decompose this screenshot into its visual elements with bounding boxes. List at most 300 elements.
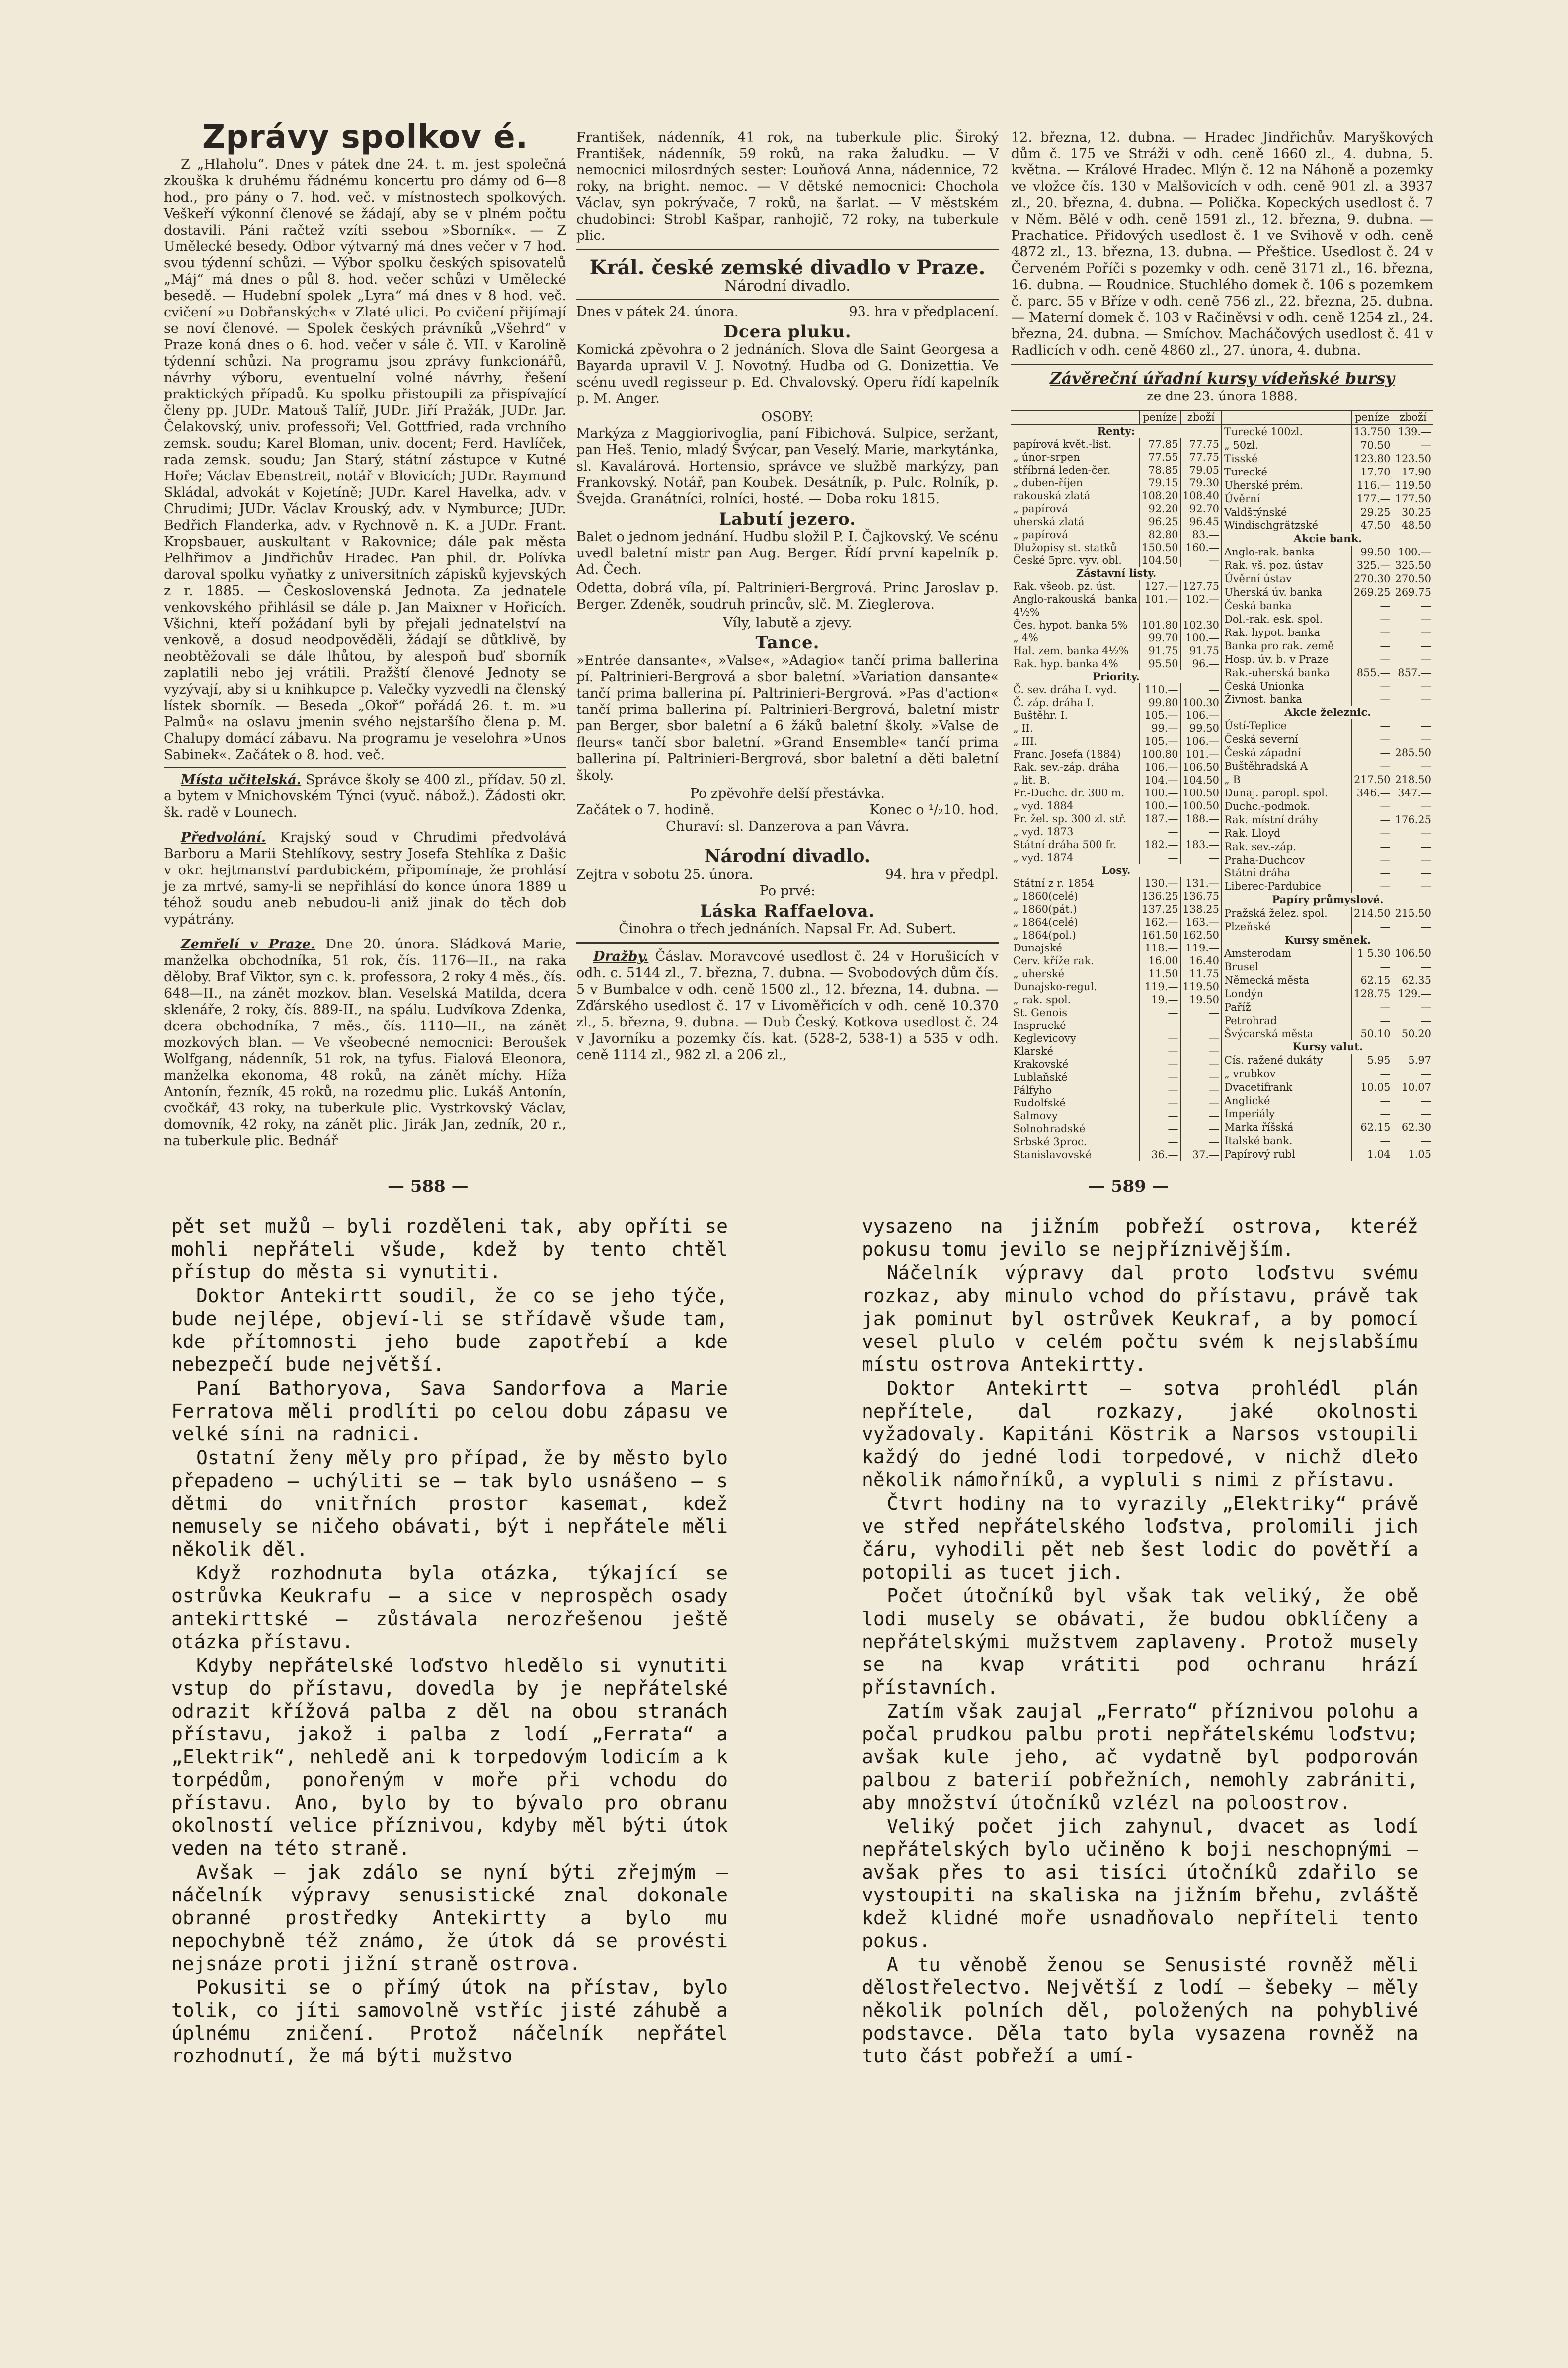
bursa-row <box>1011 657 1222 670</box>
bursa-row <box>1222 760 1433 773</box>
start-end-row <box>576 802 999 818</box>
bursa-security-name: Liberec-Pardubice <box>1224 880 1321 893</box>
bursa-row <box>1222 613 1433 626</box>
bursa-goods-value: 62.30 <box>1393 1121 1433 1134</box>
bursa-goods-value: 1.05 <box>1393 1148 1433 1161</box>
bursa-row <box>1222 546 1433 559</box>
bursa-goods-value: 108.40 <box>1180 489 1222 502</box>
bursa-goods-value: 857.— <box>1393 666 1433 680</box>
bursa-row <box>1222 639 1433 653</box>
bursa-goods-value: 19.50 <box>1180 993 1222 1006</box>
bursa-category: Akcie železnic. <box>1284 706 1371 719</box>
bursa-goods-value: 99.50 <box>1180 722 1222 735</box>
bursa-money-value: — <box>1352 960 1393 974</box>
bursa-goods-value: — <box>1393 733 1433 746</box>
bursa-goods-value: 131.— <box>1180 877 1222 890</box>
bursa-row <box>1011 851 1222 864</box>
bursa-security-name: uherská zlatá <box>1013 516 1085 528</box>
bursa-money-value: — <box>1352 746 1393 760</box>
bursa-row <box>1222 787 1433 800</box>
bursa-row <box>1011 567 1222 580</box>
bursa-goods-value: — <box>1393 680 1433 693</box>
bursa-goods-value: — <box>1393 840 1433 854</box>
bursa-row <box>1011 787 1222 799</box>
divider <box>576 299 999 300</box>
bursa-security-name: Buštěhradská A <box>1224 760 1308 773</box>
bursa-goods-value: — <box>1180 683 1222 696</box>
bursa-header-goods: zboží <box>1180 410 1222 424</box>
bursa-row <box>1011 735 1222 748</box>
bursa-money-value: 105.— <box>1140 709 1180 722</box>
bursa-money-value: 119.— <box>1140 980 1180 993</box>
bursa-security-name: Valdštýnské <box>1224 506 1287 518</box>
bursa-goods-value: — <box>1393 960 1433 974</box>
play-description: Činohra o třech jednáních. Napsal Fr. Ad. Subert. <box>619 921 956 937</box>
bursa-money-value: 70.50 <box>1352 439 1393 452</box>
bursa-row <box>1011 1071 1222 1084</box>
bursa-security-name: Státní z r. 1854 <box>1013 877 1094 889</box>
bursa-goods-value: 96.45 <box>1180 515 1222 528</box>
bursa-security-name: „ lit. B. <box>1013 774 1050 786</box>
bursa-goods-value: 139.— <box>1393 425 1433 439</box>
bursa-goods-value: 79.30 <box>1180 476 1222 489</box>
bursa-money-value: 182.— <box>1140 838 1180 851</box>
performance-date: Dnes v pátek 24. února. <box>576 304 739 319</box>
bursa-money-value: 78.85 <box>1140 464 1180 476</box>
dance-description: »Entrée dansante«, »Valse«, »Adagio« tančí prima ballerina pí. Paltrinieri-Bergrová a sbor baletní. »Variation dansante« tančí prima ballerina pí. Paltrinieri-Bergrová. »Pas d'action« tančí prima ballerina pí. Paltrinieri-Bergrová, baletní mistr pan Berger, sbor baletní a 6 žáků baletní školy. »Valse de fleurs« tančí sbor baletní. »Grand Ensemble« tančí prima ballerina pí. Paltrinieri-Bergrová, sbor baletní a děti baletní školy. <box>576 653 999 783</box>
bursa-goods-value: 129.— <box>1393 987 1433 1001</box>
bursa-row <box>1222 987 1433 1001</box>
bursa-money-value: 104.— <box>1140 774 1180 787</box>
bursa-security-name: Švýcarská města <box>1224 1027 1314 1040</box>
bursa-row <box>1011 1122 1222 1135</box>
bursa-row <box>1011 1097 1222 1109</box>
bursa-goods-value: 127.75 <box>1180 580 1222 593</box>
bursa-goods-value: 100.— <box>1180 631 1222 644</box>
bursa-money-value: 128.75 <box>1352 987 1393 1001</box>
bursa-money-value: 127.— <box>1140 580 1180 593</box>
first-time-label: Po prvé: <box>759 883 816 899</box>
bursa-goods-value: 106.50 <box>1393 947 1433 960</box>
bursa-security-name: Č. záp. dráha I. <box>1013 697 1094 709</box>
bursa-row <box>1222 559 1433 572</box>
bursa-row <box>1222 800 1433 813</box>
bursa-security-name: St. Genois <box>1013 1007 1068 1019</box>
bursa-security-name: Německá města <box>1224 974 1309 986</box>
bursa-goods-value: 285.50 <box>1393 746 1433 760</box>
bursa-money-value: 99.80 <box>1140 696 1180 709</box>
bursa-money-value: — <box>1352 639 1393 653</box>
bursa-security-name: Dunajsko-regul. <box>1013 981 1097 993</box>
bursa-security-name: „ 1864(celé) <box>1013 916 1078 928</box>
bursa-header-row <box>1222 410 1433 425</box>
heading-mista-ucitelska: Místa učitelská. <box>181 772 302 788</box>
bursa-security-name: „ vyd. 1874 <box>1013 852 1074 864</box>
heading-zemreli: Zemřelí v Praze. <box>181 937 315 952</box>
bursa-money-value: — <box>1352 599 1393 613</box>
intermission-note: Po zpěvohře delší přestávka. <box>690 786 885 801</box>
column-left <box>164 119 566 1151</box>
bursa-row <box>1222 425 1433 439</box>
bursa-goods-value: 160.— <box>1180 541 1222 554</box>
bursa-goods-value: 102.30 <box>1180 619 1222 631</box>
bursa-money-value: 101.— <box>1140 593 1180 619</box>
novel-paragraph: Náčelník výpravy dal proto loďstvu svému rozkaz, aby minulo vchod do přístavu, právě tak jak pominut byl ostrůvek Keukraf, a by pomocí vesel plulo v celém počtu svém k nejslabšímu místu ostrova Antekirtty. <box>862 1262 1418 1375</box>
bursa-goods-value: 62.35 <box>1393 974 1433 987</box>
bursa-row <box>1222 706 1433 719</box>
bursa-money-value: — <box>1352 680 1393 693</box>
bursa-money-value: — <box>1352 1134 1393 1148</box>
bursa-row <box>1011 722 1222 735</box>
bursa-row <box>1011 1135 1222 1148</box>
bursa-security-name: Dunajské <box>1013 942 1062 954</box>
bursa-money-value: 96.25 <box>1140 515 1180 528</box>
novel-paragraph: Kdyby nepřátelské loďstvo hledělo si vynutiti vstup do přístavu, dovedla by je nepřátelské odrazit křížová palba z děl na obou stranách přístavu, jakož i palba z lodí „Ferrata“ a „Elektrik“, nehledě ani k torpedovým lodicím a k torpédům, ponořeným v moře při vchodu do přístavu. Ano, bylo by to bývalo pro obranu okolností velice příznivou, kdyby měl býti útok veden na této straně. <box>171 1655 728 1859</box>
bursa-money-value: 99.— <box>1140 722 1180 735</box>
bursa-security-name: Petrohrad <box>1224 1014 1277 1026</box>
bursa-row <box>1222 506 1433 519</box>
bursa-money-value: 11.50 <box>1140 967 1180 980</box>
bursa-goods-value: 119.— <box>1180 942 1222 954</box>
novel-paragraph: Avšak — jak zdálo se nyní býti zřejmým — náčelník výpravy senusistické znal dokonale obranné prostředky Antekirtty a bylo mu nepochybně též známo, že útok dá se provésti nejsnáze proti jižní straně ostrova. <box>171 1861 728 1974</box>
bursa-goods-value: 79.05 <box>1180 464 1222 476</box>
bursa-money-value: 1.04 <box>1352 1148 1393 1161</box>
bursa-money-value: — <box>1352 733 1393 746</box>
bursa-security-name: „ vrubkov <box>1224 1068 1276 1080</box>
bursa-goods-value: — <box>1180 1122 1222 1135</box>
bursa-security-name: Státní dráha 500 fr. <box>1013 839 1117 851</box>
bursa-security-name: „ duben-říjen <box>1013 477 1083 489</box>
bursa-row <box>1222 572 1433 586</box>
bursa-goods-value: 5.97 <box>1393 1054 1433 1067</box>
bursa-security-name: Italské bank. <box>1224 1134 1293 1147</box>
bursa-row <box>1222 1107 1433 1121</box>
bursa-security-name: Uherské prém. <box>1224 479 1303 491</box>
bursa-goods-value: 138.25 <box>1180 903 1222 916</box>
bursa-goods-value: 162.50 <box>1180 929 1222 942</box>
section-title-zpravy-spolkove: Zprávy spolkov é. <box>202 119 529 156</box>
bursa-money-value: — <box>1352 693 1393 706</box>
bursa-security-name: rakouská zlatá <box>1013 490 1091 502</box>
bursa-money-value: 99.70 <box>1140 631 1180 644</box>
bursa-money-value: 77.85 <box>1140 438 1180 451</box>
bursa-category: Kursy valut. <box>1292 1040 1363 1053</box>
bursa-money-value: 162.— <box>1140 916 1180 929</box>
bursa-category: Papíry průmyslové. <box>1272 893 1384 906</box>
bursa-security-name: Anglické <box>1224 1095 1270 1107</box>
bursa-money-value: — <box>1352 653 1393 666</box>
paragraph-drazby: Čáslav. Moravcové usedlost č. 24 v Horušicích v odh. c. 5144 zl., 7. března, 7. dubna. — Svobodových dům čís. 5 v Bumbalce v odh. ceně 1500 zl., 12. března, 14. dubna. — Zďárského usedlost č. 17 v Livoměřicích v odh. ceně 10.370 zl., 5. března, 9. dubna. — Dub Český. Kotkova usedlost č. 24 v Javorníku a pozemky čís. kat. (528-2, 538-1) a 535 v odh. ceně 1114 zl., 982 zl. a 206 zl., <box>576 949 999 1063</box>
bursa-category: Priority. <box>1093 670 1140 683</box>
bursa-money-value: — <box>1352 800 1393 813</box>
bursa-row <box>1222 840 1433 854</box>
bursa-money-value: — <box>1352 613 1393 626</box>
page-number-left: — 588 — <box>388 1177 469 1196</box>
bursa-row <box>1222 439 1433 452</box>
bursa-row <box>1222 1027 1433 1041</box>
bursa-money-value: 95.50 <box>1140 657 1180 670</box>
bursa-goods-value: — <box>1180 1032 1222 1045</box>
bursa-goods-value: 91.75 <box>1180 644 1222 657</box>
bursa-row <box>1011 541 1222 554</box>
bursa-money-value: 187.— <box>1140 812 1180 825</box>
bursa-money-value: 50.10 <box>1352 1027 1393 1041</box>
play-title-dcera-pluku: Dcera pluku. <box>723 322 852 342</box>
bursa-goods-value: — <box>1393 880 1433 893</box>
bursa-goods-value: — <box>1180 1045 1222 1058</box>
bursa-row <box>1222 519 1433 532</box>
bursa-money-value: — <box>1140 1109 1180 1122</box>
bursa-money-value: 106.— <box>1140 761 1180 774</box>
bursa-row <box>1011 877 1222 890</box>
bursa-security-name: Tisské <box>1224 452 1258 465</box>
bursa-row <box>1222 1001 1433 1014</box>
bursa-security-name: „ 1860(pát.) <box>1013 903 1077 915</box>
bursa-money-value: — <box>1352 719 1393 733</box>
bursa-row <box>1011 929 1222 942</box>
bursa-security-name: „ II. <box>1013 722 1033 734</box>
bursa-row <box>1011 593 1222 619</box>
bursa-security-name: Státní dráha <box>1224 867 1290 879</box>
bursa-security-name: Živnost. banka <box>1224 693 1302 706</box>
bursa-security-name: Marka říšská <box>1224 1121 1294 1133</box>
bursa-money-value: 177.— <box>1352 492 1393 506</box>
theatre-subtitle: Národní divadlo. <box>724 277 851 295</box>
bursa-money-value: 214.50 <box>1352 907 1393 920</box>
bursa-row <box>1011 967 1222 980</box>
bursa-category: Renty: <box>1097 425 1135 437</box>
bursa-security-name: Turecké <box>1224 466 1267 478</box>
bursa-security-name: stříbrná leden-čer. <box>1013 464 1111 476</box>
bursa-row <box>1222 599 1433 613</box>
bursa-row <box>1222 1121 1433 1134</box>
bursa-goods-value: — <box>1393 599 1433 613</box>
bursa-row <box>1011 1109 1222 1122</box>
bursa-security-name: Windischgrätzské <box>1224 519 1319 532</box>
novel-paragraph: Pokusiti se o přímý útok na přístav, bylo tolik, co jíti samovolně vstříc jisté záhubě a úplnému zničení. Protož náčelník nepřátel rozhodnutí, že má býti mužstvo <box>171 1976 728 2067</box>
bursa-money-value: 130.— <box>1140 877 1180 890</box>
bursa-money-value: — <box>1352 1001 1393 1014</box>
bursa-goods-value: — <box>1393 1134 1433 1148</box>
bursa-money-value: 19.— <box>1140 993 1180 1006</box>
sick-note: Churaví: sl. Danzerova a pan Vávra. <box>665 819 910 834</box>
bursa-security-name: Úvěrní <box>1224 492 1260 505</box>
bursa-money-value: 92.20 <box>1140 502 1180 515</box>
bursa-security-name: Rak. sev.-záp. dráha <box>1013 761 1119 773</box>
paragraph-spolky: Z „Hlaholu“. Dnes v pátek dne 24. t. m. jest společná zkouška k druhému řádnému koncertu pro dámy od 6—8 hod., pro pány o 7. hod. več. v místnostech spolkových. Veškeří výkonní členové se žádají, aby se v plném počtu dostavili. Páni račtež vzíti ssebou »Sborník«. — Z Umělecké besedy. Odbor výtvarný má dnes večer v 7 hod. svou týdenní schůzi. — Výbor spolku českých spisovatelů „Máj“ má dnes o půl 8. hod. večer schůzi v Umělecké besedě. — Hudební spolek „Lyra“ má dnes v 8 hod. več. cvičení »u Dobřanských« v Zlaté ulici. Po cvičení přijímají se noví členové. — Spolek českých právníků „Všehrd“ v Praze koná dnes o 6. hod. večer v sále č. VII. v Karolině týdenní schůzi. Na programu jsou zprávy funkcionářů, návrhy výboru, eventuelní volné návrhy, řešení praktických případů. Ku spolku přistoupili za přispívající členy pp. JUDr. Matouš Talíř, JUDr. Jiří Pražák, JUDr. Jar. Čelakovský, univ. professoři; Vel. Gottfried, rada vrchního zemsk. soudu; Karel Bloman, univ. docent; Ferd. Havlíček, rada zemsk. soudu; Jan Starý, státní zástupce v Kutné Hoře; Václav Ebenstreit, notář v Blovicích; JUDr. Raymund Skládal, advokát v Kojetíně; JUDr. Karel Havelka, adv. v Chrudimi; JUDr. Václav Krouský, adv. v Nymburce; JUDr. Bedřich Flanderka, adv. v Rychnově n. K. a JUDr. Frant. Kropsbauer, auskultant v Rakovnice; dále pak města Pelhřimov a Jindřichův Hradec. Pan phil. dr. Polívka daroval spolku vyňatky z universitních zápisků kyjevských z r. 1885. — Československá Jednota. Za jednatele venkovského přihlásil se dále p. Jan Maixner v Hořicích. Všichni, kteří požádaní byli by přejali jednatelství na venkově, a dosud neodpověděli, žádají se důtklivě, by neobtěžovali se dále lhůtou, by alespoň buď sborník zaplatili nebo jej vrátili. Pražští členové Jednoty se vyzývají, aby si u knihkupce p. Valečky vyzvedli na členský lístek sborník. — Beseda „Okoř“ pořádá 26. t. m. »u Palmů« na oslavu jmenin svého nejstaršího člena p. M. Chalupy domácí zábavu. Na programu je veselohra »Unos Sabinek«. Začátek o 8. hod. več. <box>164 157 566 763</box>
bursa-money-value: 104.50 <box>1140 554 1180 567</box>
bursa-row <box>1222 719 1433 733</box>
bursa-money-value: — <box>1140 1122 1180 1135</box>
divider <box>576 249 999 250</box>
bursa-goods-value: 106.— <box>1180 709 1222 722</box>
novel-column-left <box>171 1215 728 2068</box>
bursa-security-name: Krakovské <box>1013 1058 1069 1070</box>
bursa-security-name: „ III. <box>1013 735 1038 747</box>
bursa-row <box>1222 773 1433 787</box>
bursa-money-value: 346.— <box>1352 787 1393 800</box>
bursa-security-name: Turecké 100zl. <box>1224 425 1303 438</box>
bursa-row <box>1222 813 1433 827</box>
bursa-row <box>1222 653 1433 666</box>
bursa-security-name: Rak. místní dráhy <box>1224 813 1319 826</box>
bursa-goods-value: — <box>1393 1067 1433 1081</box>
bursa-row <box>1222 1014 1433 1027</box>
bursa-security-name: „ 1864(pol.) <box>1013 929 1076 941</box>
bursa-goods-value: — <box>1393 800 1433 813</box>
bursa-money-value: 99.50 <box>1352 546 1393 559</box>
bursa-row <box>1011 812 1222 825</box>
bursa-goods-value: — <box>1180 1135 1222 1148</box>
bursa-security-name: Hosp. úv. b. v Praze <box>1224 653 1329 665</box>
national-theatre-title: Národní divadlo. <box>704 846 871 867</box>
bursa-row <box>1222 934 1433 947</box>
bursa-money-value: 17.70 <box>1352 466 1393 479</box>
bursa-row <box>1222 733 1433 746</box>
bursa-money-value: 118.— <box>1140 942 1180 954</box>
bursa-security-name: Cerv. kříže rak. <box>1013 955 1094 967</box>
bursa-goods-value: — <box>1180 1019 1222 1032</box>
bursa-goods-value: — <box>1180 1084 1222 1097</box>
bursa-goods-value: — <box>1180 554 1222 567</box>
bursa-security-name: Paříž <box>1224 1001 1251 1013</box>
bursa-money-value: 100.— <box>1140 799 1180 812</box>
bursa-money-value: 79.15 <box>1140 476 1180 489</box>
bursa-money-value: — <box>1140 1006 1180 1019</box>
bursa-row <box>1011 890 1222 903</box>
bursa-money-value: 91.75 <box>1140 644 1180 657</box>
bursa-security-name: „ rak. spol. <box>1013 994 1071 1006</box>
bursa-goods-value: 100.50 <box>1180 799 1222 812</box>
bursa-security-name: „ B <box>1224 773 1241 786</box>
bursa-money-value: — <box>1352 813 1393 827</box>
bursa-goods-value: — <box>1393 1001 1433 1014</box>
bursa-money-value: — <box>1140 1135 1180 1148</box>
bursa-security-name: Papírový rubl <box>1224 1148 1295 1160</box>
bursa-money-value: 325.— <box>1352 559 1393 572</box>
bursa-money-value: — <box>1140 1097 1180 1109</box>
bursa-goods-value: — <box>1393 693 1433 706</box>
bursa-goods-value: — <box>1393 439 1433 452</box>
bursa-goods-value: 100.— <box>1393 546 1433 559</box>
bursa-row <box>1011 748 1222 761</box>
bursa-row <box>1222 586 1433 599</box>
bursa-row <box>1011 515 1222 528</box>
bursa-money-value: 105.— <box>1140 735 1180 748</box>
column-middle <box>576 129 999 1065</box>
bursa-goods-value: 102.— <box>1180 593 1222 619</box>
bursa-security-name: Dvacetifrank <box>1224 1081 1293 1094</box>
performance-date-row <box>576 304 999 320</box>
bursa-security-name: Amsterodam <box>1224 947 1292 959</box>
bursa-goods-value: 101.— <box>1180 748 1222 761</box>
bursa-row <box>1011 424 1222 438</box>
divider <box>1011 364 1433 365</box>
bursa-money-value: — <box>1352 1094 1393 1107</box>
bursa-goods-value: — <box>1180 1071 1222 1084</box>
bursa-row <box>1011 709 1222 722</box>
bursa-row <box>1011 619 1222 631</box>
bursa-row <box>1222 947 1433 960</box>
bursa-security-name: Solnohradské <box>1013 1123 1086 1135</box>
bursa-security-name: Imperiály <box>1224 1108 1275 1120</box>
play-cast: Odetta, dobrá víla, pí. Paltrinieri-Bergrová. Princ Jaroslav p. Berger. Zdeněk, soudruh princův, slč. M. Zieglerova. <box>576 580 999 612</box>
bursa-money-value: 217.50 <box>1352 773 1393 787</box>
bursa-goods-value: 325.50 <box>1393 559 1433 572</box>
bursa-goods-value: 10.07 <box>1393 1081 1433 1094</box>
bursa-goods-value: — <box>1393 1107 1433 1121</box>
bursa-row <box>1011 903 1222 916</box>
bursa-security-name: Brusel <box>1224 960 1258 973</box>
novel-paragraph: Doktor Antekirtt — sotva prohlédl plán nepřítele, dal rozkazy, jaké okolnosti vyžadovaly. Kapitáni Köstrik a Narsos vstoupili každý do jedné lodi torpedové, v nichž dleło několik námořníků, a vypluli s nimi z přístavu. <box>862 1377 1418 1491</box>
bursa-row <box>1222 479 1433 492</box>
bursa-row <box>1011 993 1222 1006</box>
bursa-row <box>1222 693 1433 706</box>
bursa-category: Kursy směnek. <box>1284 934 1371 947</box>
bursa-row <box>1222 1081 1433 1094</box>
bursa-row <box>1011 644 1222 657</box>
heading-drazby: Dražby. <box>593 949 649 964</box>
bursa-body-right <box>1222 425 1433 1161</box>
bursa-goods-value: 16.40 <box>1180 954 1222 967</box>
play-cast: Markýza z Maggiorivoglia, paní Fibichová. Sulpice, seržant, pan Heš. Tenio, mladý Švýcar, pan Veselý. Marie, markytánka, sl. Kavalárová. Hortensio, správce ve službě markýzy, pan Frankovský. Notář, pan Koubek. Desátník, p. Pulc. Rolník, p. Švejda. Granátníci, rolníci, hosté. — Doba roku 1815. <box>576 426 999 507</box>
bursa-goods-value: 77.75 <box>1180 438 1222 451</box>
bursa-security-name: Pálfyho <box>1013 1084 1052 1096</box>
bursa-security-name: papírová květ.-list. <box>1013 438 1112 450</box>
bursa-table-right <box>1222 410 1433 1161</box>
divider <box>164 767 566 768</box>
bursa-security-name: Č. sev. dráha I. vyd. <box>1013 684 1117 696</box>
bursa-goods-value: 270.50 <box>1393 572 1433 586</box>
bursa-header-blank <box>1222 410 1352 425</box>
bursa-security-name: Klarské <box>1013 1045 1053 1057</box>
bursa-money-value: 13.750 <box>1352 425 1393 439</box>
novel-paragraph: Veliký počet jich zahynul, dvacet as lodí nepřátelských bylo učiněno k boji neschopnými — avšak přes to asi tisíci útočníků zdařilo se vystoupiti na skaliska na jižním břehu, zvláště kdež klidné moře usnadňovalo nepříteli tento pokus. <box>862 1815 1418 1952</box>
bursa-row <box>1011 774 1222 787</box>
bursa-money-value: 62.15 <box>1352 1121 1393 1134</box>
bursa-header-blank <box>1011 410 1140 424</box>
bursa-security-name: Keglevicovy <box>1013 1032 1076 1044</box>
bursa-row <box>1011 1006 1222 1019</box>
bursa-security-name: České 5prc. vyv. obl. <box>1013 554 1122 566</box>
play-title-labuti-jezero: Labutí jezero. <box>719 509 856 529</box>
bursa-row <box>1222 452 1433 466</box>
bursa-money-value: 136.25 <box>1140 890 1180 903</box>
bursa-money-value: 82.80 <box>1140 528 1180 541</box>
bursa-money-value: — <box>1140 851 1180 864</box>
bursa-goods-value: 218.50 <box>1393 773 1433 787</box>
bursa-security-name: Rak. všeob. pz. úst. <box>1013 580 1116 592</box>
bursa-row <box>1222 854 1433 867</box>
paragraph-zemreli-cont: František, nádenník, 41 rok, na tuberkule plic. Široký František, nádenník, 59 roků, na raka žaludku. — V nemocnici milosrdných sester: Louňová Anna, nádennice, 72 roky, na bright. nemoc. — V dětské nemocnici: Chochola Václav, syn pokrývače, 7 roků, na šarlat. — V městském chudobinci: Strobl Kašpar, ranhojič, 72 roky, na tuberkule plic. <box>576 130 999 243</box>
bursa-money-value: 1 5.30 <box>1352 947 1393 960</box>
bursa-row <box>1222 1148 1433 1161</box>
bursa-money-value: 101.80 <box>1140 619 1180 631</box>
bursa-goods-value: 77.75 <box>1180 451 1222 464</box>
bursa-security-name: Dunaj. paropl. spol. <box>1224 787 1328 799</box>
bursa-category: Akcie bank. <box>1293 532 1362 545</box>
bursa-money-value: — <box>1352 920 1393 934</box>
novel-paragraph: Zatím však zaujal „Ferrato“ příznivou polohu a počal prudkou palbu proti nepřátelskému loďstvu; avšak kule jeho, ač vydatně byl podporován palbou z baterií pobřežních, nemohly zabrániti, aby množství útočníků vzlézl na poloostrov. <box>862 1700 1418 1814</box>
column-right <box>1011 129 1433 1161</box>
bursa-security-name: „ vyd. 1873 <box>1013 826 1074 838</box>
bursa-row <box>1222 666 1433 680</box>
play-description: Komická zpěvohra o 2 jednáních. Slova dle Saint Georgesa a Bayarda upravil V. J. Novotný. Hudba od G. Donizettia. Ve scénu uvedl regisseur p. Ed. Chvalovský. Operu řídí kapelník p. M. Anger. <box>576 342 999 406</box>
bursa-goods-value: — <box>1393 1094 1433 1107</box>
bursa-row <box>1222 867 1433 880</box>
bursa-money-value: — <box>1352 854 1393 867</box>
bursa-security-name: „ uherské <box>1013 968 1065 980</box>
